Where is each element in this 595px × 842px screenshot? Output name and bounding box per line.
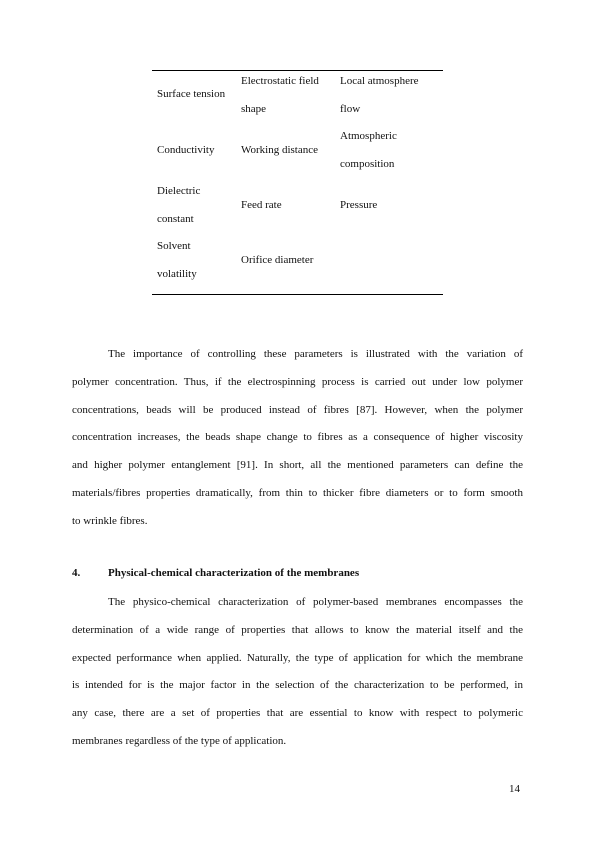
cell-text: Solvent: [157, 240, 191, 252]
body-paragraph-2: [72, 589, 523, 756]
cell-text: constant: [157, 213, 194, 225]
paragraph-line: to wrinkle fibres.: [72, 514, 148, 527]
paragraph-line: determination of a wide range of properties that allows to know the material itself and the: [72, 623, 523, 636]
paragraph-line: materials/fibres properties dramatically, from thin to thicker fibre diameters or to form smooth: [72, 486, 523, 499]
cell-text: Atmospheric: [340, 130, 397, 142]
cell-text: Dielectric: [157, 185, 201, 197]
table-cell: [340, 191, 377, 219]
paragraph-line: membranes regardless of the type of application.: [72, 734, 287, 747]
body-paragraph-1: [72, 341, 523, 536]
section-number: 4.: [72, 567, 81, 579]
paragraph-line: any case, there are a set of properties that are essential to know with respect to polymeric: [72, 707, 523, 720]
cell-text: Electrostatic field: [241, 75, 319, 87]
cell-text: flow: [340, 103, 361, 115]
table-cell: [241, 67, 319, 123]
paragraph-line: polymer concentration. Thus, if the electrospinning process is carried out under low polymer: [72, 375, 523, 388]
section-heading: [72, 567, 359, 579]
cell-text: composition: [340, 158, 395, 170]
section-title: Physical-chemical characterization of the membranes: [108, 567, 360, 579]
table-cell: [157, 80, 225, 108]
cell-text: volatility: [157, 268, 197, 280]
cell-text: Local atmosphere: [340, 75, 419, 87]
table-cell: [157, 136, 214, 164]
paragraph-line: The importance of controlling these parameters is illustrated with the variation of: [108, 348, 523, 360]
table-cell: [340, 122, 397, 178]
page-number: 14: [509, 783, 520, 795]
paragraph-line: concentration increases, the beads shape change to fibres as a consequence of higher viscosity: [72, 431, 523, 444]
table-cell: [340, 67, 419, 123]
paragraph-line: is intended for is the major factor in the selection of the characterization to be performed, in: [72, 679, 523, 692]
cell-text: Orifice diameter: [241, 254, 314, 266]
paragraph-line: concentrations, beads will be produced instead of fibres [87]. However, when the polymer: [72, 403, 523, 416]
cell-text: Feed rate: [241, 199, 282, 211]
cell-text: Working distance: [241, 144, 319, 156]
table-cell: [157, 177, 200, 233]
paragraph-line: and higher polymer entanglement [91]. In short, all the mentioned parameters can define the: [72, 459, 523, 472]
table-cell: [157, 232, 197, 288]
table-cell: [241, 191, 282, 219]
table-cell: [241, 136, 318, 164]
paragraph-line: expected performance when applied. Naturally, the type of application for which the membrane: [72, 651, 523, 664]
table-cell: [241, 246, 313, 274]
cell-text: Conductivity: [157, 144, 215, 156]
cell-text: shape: [241, 103, 267, 115]
paragraph-line: The physico-chemical characterization of polymer-based membranes encompasses the: [108, 596, 523, 608]
cell-text: Surface tension: [157, 88, 226, 100]
table-bottom-rule: [152, 294, 443, 295]
cell-text: Pressure: [340, 199, 378, 211]
